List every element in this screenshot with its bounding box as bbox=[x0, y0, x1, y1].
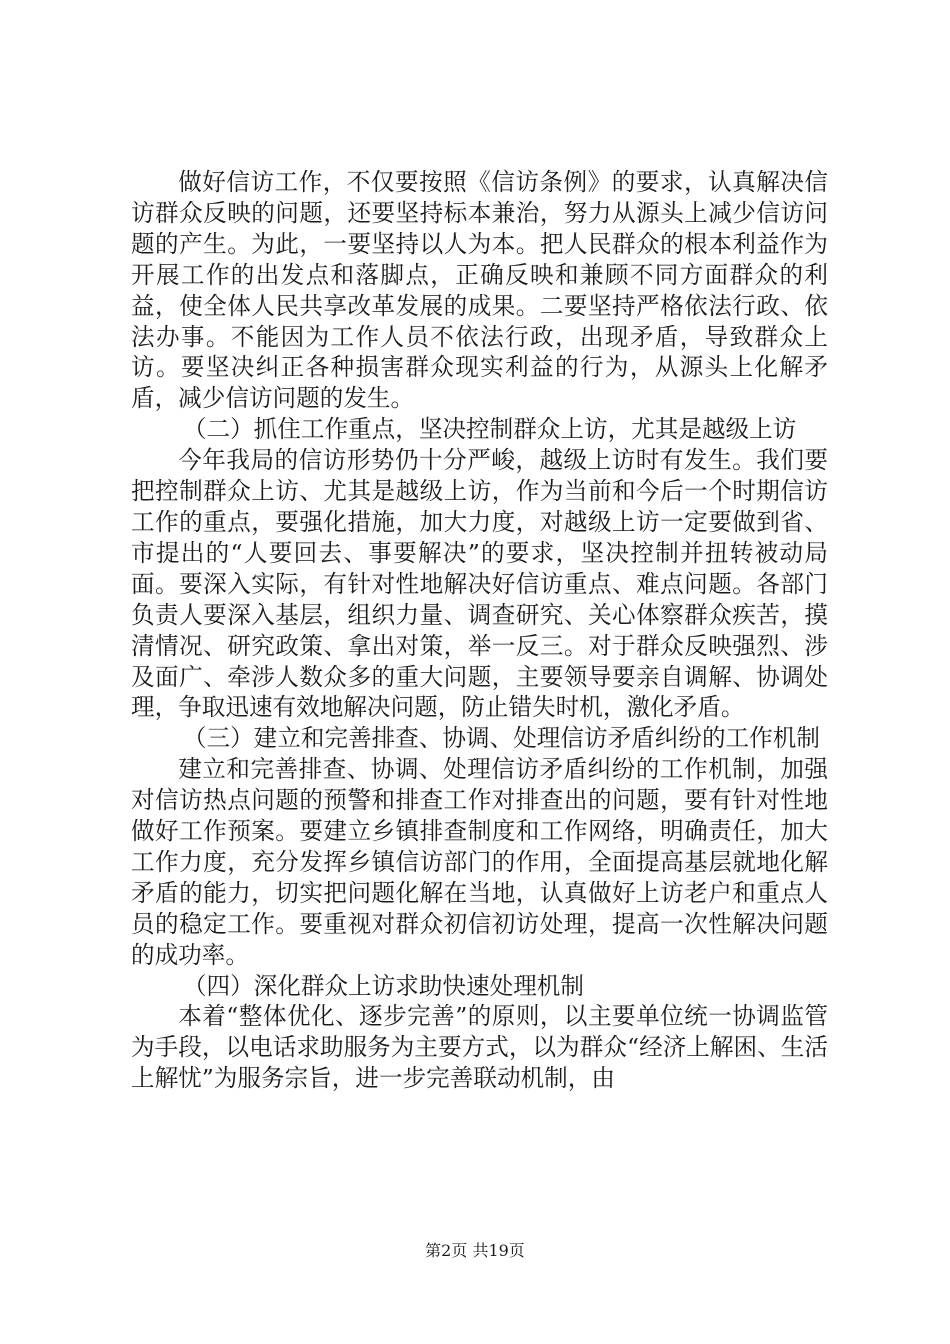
paragraph-source-governance: 做好信访工作，不仅要按照《信访条例》的要求，认真解决信访群众反映的问题，还要坚持标本兼治，努力从源头上减少信访问题的产生。为此，一要坚持以人为本。把人民群众的根本利益作为开展工作的出发点和落脚点，正确反映和兼顾不同方面群众的利益，使全体人民共享改革发展的成果。二要坚持严格依法行政、依法办事。不能因为工作人员不依法行政，出现矛盾，导致群众上访。要坚决纠正各种损害群众现实利益的行为，从源头上化解矛盾，减少信访问题的发生。 bbox=[131, 168, 828, 413]
document-body bbox=[131, 167, 828, 1094]
page-number-footer: 第2页 共19页 bbox=[425, 1241, 525, 1260]
section-heading-4: （四）深化群众上访求助快速处理机制 bbox=[182, 971, 584, 1000]
paragraph-dispute-mechanism: 建立和完善排查、协调、处理信访矛盾纠纷的工作机制，加强对信访热点问题的预警和排查工作对排查出的问题，要有针对性地做好工作预案。要建立乡镇排查制度和工作网络，明确责任，加大工作力度，充分发挥乡镇信访部门的作用，全面提高基层就地化解矛盾的能力，切实把问题化解在当地，认真做好上访老户和重点人员的稳定工作。要重视对群众初信初访处理，提高一次性解决问题的成功率。 bbox=[131, 755, 828, 969]
paragraph-control-petitions: 今年我局的信访形势仍十分严峻，越级上访时有发生。我们要把控制群众上访、尤其是越级上访，作为当前和今后一个时期信访工作的重点，要强化措施，加大力度，对越级上访一定要做到省、市提出的“人要回去、事要解决”的要求，坚决控制并扭转被动局面。要深入实际，有针对性地解决好信访重点、难点问题。各部门负责人要深入基层，组织力量、调查研究、关心体察群众疾苦，摸清情况、研究政策、拿出对策，举一反三。对于群众反映强烈、涉及面广、牵涉人数众多的重大问题，主要领导要亲自调解、协调处理，争取迅速有效地解决问题，防止错失时机，激化矛盾。 bbox=[131, 446, 828, 722]
section-heading-3: （三）建立和完善排查、协调、处理信访矛盾纠纷的工作机制 bbox=[182, 724, 820, 753]
paragraph-rapid-response: 本着“整体优化、逐步完善”的原则，以主要单位统一协调监管为手段，以电话求助服务为主要方式，以为群众“经济上解困、生活上解忧”为服务宗旨，进一步完善联动机制，由 bbox=[131, 1002, 828, 1093]
section-heading-2: （二）抓住工作重点，坚决控制群众上访，尤其是越级上访 bbox=[182, 415, 797, 444]
